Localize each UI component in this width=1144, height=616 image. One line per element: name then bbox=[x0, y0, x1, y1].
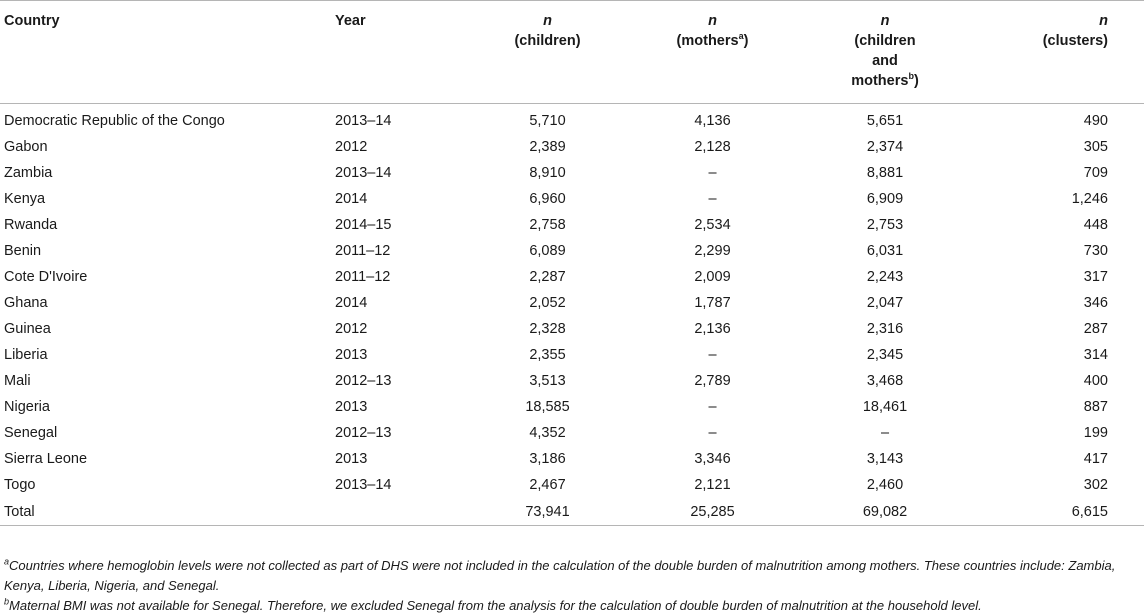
cell-children-mothers: 6,909 bbox=[866, 191, 904, 207]
header-children-mothers bbox=[795, 1, 975, 104]
cell-country: Senegal bbox=[4, 425, 58, 441]
cell-children-mothers: – bbox=[880, 425, 890, 441]
header-mothers-sup: a bbox=[738, 31, 744, 42]
cell-mothers: 2,121 bbox=[694, 477, 731, 493]
cell-year: 2014 bbox=[335, 191, 368, 207]
header-children-mothers-line2: and bbox=[872, 53, 898, 69]
header-children-label: (children) bbox=[514, 33, 581, 49]
cell-children-mothers: 2,374 bbox=[866, 139, 904, 155]
cell-children-mothers: 6,031 bbox=[866, 243, 904, 259]
cell-mothers: 2,534 bbox=[694, 217, 731, 233]
cell-country: Zambia bbox=[4, 165, 53, 181]
cell-year: 2013–14 bbox=[335, 113, 392, 129]
cell-clusters: 490 bbox=[1083, 113, 1108, 129]
cell-children: 2,467 bbox=[529, 477, 566, 493]
cell-country: Mali bbox=[4, 373, 31, 389]
footnote-b bbox=[4, 596, 1140, 616]
cell-year: 2011–12 bbox=[335, 243, 391, 259]
table-row bbox=[0, 342, 1144, 368]
table-row bbox=[0, 264, 1144, 290]
cell-children: 5,710 bbox=[529, 113, 566, 129]
header-mothers-n: n bbox=[708, 13, 717, 29]
header-children-mothers-line1: (children bbox=[854, 33, 916, 49]
cell-children-mothers: 3,143 bbox=[866, 451, 904, 467]
cell-country: Benin bbox=[4, 243, 42, 259]
cell-mothers: 25,285 bbox=[690, 503, 735, 520]
cell-children-mothers: 8,881 bbox=[866, 165, 904, 181]
table-row bbox=[0, 160, 1144, 186]
table-row bbox=[0, 238, 1144, 264]
cell-children-mothers: 2,753 bbox=[866, 217, 904, 233]
cell-mothers: 1,787 bbox=[694, 295, 731, 311]
footnote-b-text: Maternal BMI was not available for Senegal. Therefore, we excluded Senegal from the analysis for the calculation of double burden of malnutrition at the household level. bbox=[9, 598, 982, 613]
cell-year: 2012 bbox=[335, 139, 368, 155]
cell-children-mothers: 5,651 bbox=[866, 113, 904, 129]
footnote-a-text: Countries where hemoglobin levels were not collected as part of DHS were not included in the calculation of the double burden of malnutrition among mothers. These countries include: Zambia, Kenya, Liberia, Nigeria, and Senegal. bbox=[4, 558, 1116, 593]
cell-clusters: 287 bbox=[1083, 321, 1108, 337]
table-row bbox=[0, 134, 1144, 160]
cell-clusters: 6,615 bbox=[1071, 503, 1108, 520]
cell-children: 2,052 bbox=[529, 295, 566, 311]
cell-clusters: 448 bbox=[1083, 217, 1108, 233]
table-row bbox=[0, 290, 1144, 316]
cell-year: 2012–13 bbox=[335, 425, 392, 441]
cell-year: 2012 bbox=[335, 321, 368, 337]
cell-year: 2014 bbox=[335, 295, 368, 311]
cell-country: Nigeria bbox=[4, 399, 50, 415]
cell-mothers: – bbox=[708, 165, 717, 181]
cell-year: 2013–14 bbox=[335, 477, 392, 493]
cell-year: 2013 bbox=[335, 451, 368, 467]
cell-year: 2013 bbox=[335, 347, 368, 363]
table-row bbox=[0, 420, 1144, 446]
cell-children: 4,352 bbox=[529, 425, 566, 441]
footnotes bbox=[4, 556, 1140, 616]
header-row bbox=[0, 1, 1144, 104]
cell-children-mothers: 2,316 bbox=[866, 321, 904, 337]
cell-clusters: 730 bbox=[1083, 243, 1108, 259]
table-row bbox=[0, 472, 1144, 498]
cell-year: 2013–14 bbox=[335, 165, 392, 181]
cell-mothers: 3,346 bbox=[694, 451, 731, 467]
cell-children-mothers: 69,082 bbox=[862, 503, 908, 520]
header-children-n: n bbox=[543, 13, 552, 29]
header-mothers-label: (mothers bbox=[676, 33, 739, 49]
table-body bbox=[0, 104, 1144, 526]
footnote-a-marker: a bbox=[4, 556, 10, 567]
cell-children-mothers: 2,243 bbox=[866, 269, 904, 285]
table-row bbox=[0, 368, 1144, 394]
cell-mothers: 4,136 bbox=[694, 113, 731, 129]
cell-country: Rwanda bbox=[4, 217, 58, 233]
cell-clusters: 417 bbox=[1083, 451, 1108, 467]
table-row bbox=[0, 104, 1144, 135]
cell-children: 3,513 bbox=[529, 373, 566, 389]
cell-mothers: 2,136 bbox=[694, 321, 731, 337]
cell-mothers: 2,299 bbox=[694, 243, 731, 259]
header-mothers-close: ) bbox=[743, 33, 749, 49]
cell-children: 2,328 bbox=[529, 321, 566, 337]
total-row bbox=[0, 498, 1144, 526]
cell-year: 2013 bbox=[335, 399, 368, 415]
cell-children: 2,287 bbox=[529, 269, 566, 285]
cell-country: Gabon bbox=[4, 139, 48, 155]
cell-clusters: 305 bbox=[1083, 139, 1108, 155]
cell-year bbox=[335, 498, 465, 526]
cell-clusters: 317 bbox=[1083, 269, 1108, 285]
cell-country: Guinea bbox=[4, 321, 51, 337]
cell-clusters: 346 bbox=[1083, 295, 1108, 311]
cell-children: 2,389 bbox=[529, 139, 566, 155]
header-children-mothers-sup: b bbox=[908, 71, 914, 82]
cell-clusters: 400 bbox=[1083, 373, 1108, 389]
cell-year: 2011–12 bbox=[335, 269, 391, 285]
cell-mothers: 2,128 bbox=[694, 139, 731, 155]
table-row bbox=[0, 186, 1144, 212]
cell-country: Togo bbox=[4, 477, 36, 493]
cell-children-mothers: 2,460 bbox=[866, 477, 904, 493]
header-children bbox=[465, 1, 630, 104]
table-row bbox=[0, 446, 1144, 472]
table-row bbox=[0, 394, 1144, 420]
footnote-b-marker: b bbox=[4, 596, 10, 607]
table-header bbox=[0, 1, 1144, 104]
cell-mothers: 2,789 bbox=[694, 373, 731, 389]
cell-country: Ghana bbox=[4, 295, 48, 311]
cell-country: Cote D'Ivoire bbox=[4, 269, 88, 285]
cell-country: Total bbox=[4, 503, 35, 520]
cell-clusters: 199 bbox=[1083, 425, 1108, 441]
cell-clusters: 302 bbox=[1083, 477, 1108, 493]
cell-children: 6,089 bbox=[529, 243, 566, 259]
header-clusters-label: (clusters) bbox=[1042, 33, 1108, 49]
header-children-mothers-close: ) bbox=[913, 73, 919, 89]
cell-year: 2012–13 bbox=[335, 373, 392, 389]
cell-country: Liberia bbox=[4, 347, 48, 363]
cell-country: Democratic Republic of the Congo bbox=[4, 113, 225, 129]
header-mothers bbox=[630, 1, 795, 104]
table-row bbox=[0, 212, 1144, 238]
header-country: Country bbox=[4, 13, 60, 29]
table-row bbox=[0, 316, 1144, 342]
header-clusters-n: n bbox=[1099, 13, 1108, 29]
cell-mothers: – bbox=[708, 399, 717, 415]
cell-mothers: – bbox=[708, 347, 717, 363]
cell-mothers: 2,009 bbox=[694, 269, 731, 285]
header-year: Year bbox=[335, 13, 366, 29]
cell-children: 6,960 bbox=[529, 191, 566, 207]
cell-country: Kenya bbox=[4, 191, 46, 207]
cell-clusters: 1,246 bbox=[1071, 191, 1108, 207]
cell-children-mothers: 18,461 bbox=[862, 399, 908, 415]
cell-children: 73,941 bbox=[525, 503, 570, 520]
cell-children-mothers: 2,345 bbox=[866, 347, 904, 363]
cell-children: 2,355 bbox=[529, 347, 566, 363]
cell-children-mothers: 3,468 bbox=[866, 373, 904, 389]
cell-children: 8,910 bbox=[529, 165, 566, 181]
cell-clusters: 709 bbox=[1083, 165, 1108, 181]
cell-year: 2014–15 bbox=[335, 217, 392, 233]
header-children-mothers-n: n bbox=[880, 13, 890, 29]
footnote-a bbox=[4, 556, 1140, 596]
cell-clusters: 314 bbox=[1083, 347, 1108, 363]
header-children-mothers-line3: mothers bbox=[851, 73, 909, 89]
cell-mothers: – bbox=[708, 191, 717, 207]
cell-children-mothers: 2,047 bbox=[866, 295, 904, 311]
cell-country: Sierra Leone bbox=[4, 451, 88, 467]
cell-children: 18,585 bbox=[525, 399, 570, 415]
cell-mothers: – bbox=[708, 425, 717, 441]
header-clusters bbox=[975, 1, 1144, 104]
cell-clusters: 887 bbox=[1083, 399, 1108, 415]
cell-children: 3,186 bbox=[529, 451, 566, 467]
cell-children: 2,758 bbox=[529, 217, 566, 233]
